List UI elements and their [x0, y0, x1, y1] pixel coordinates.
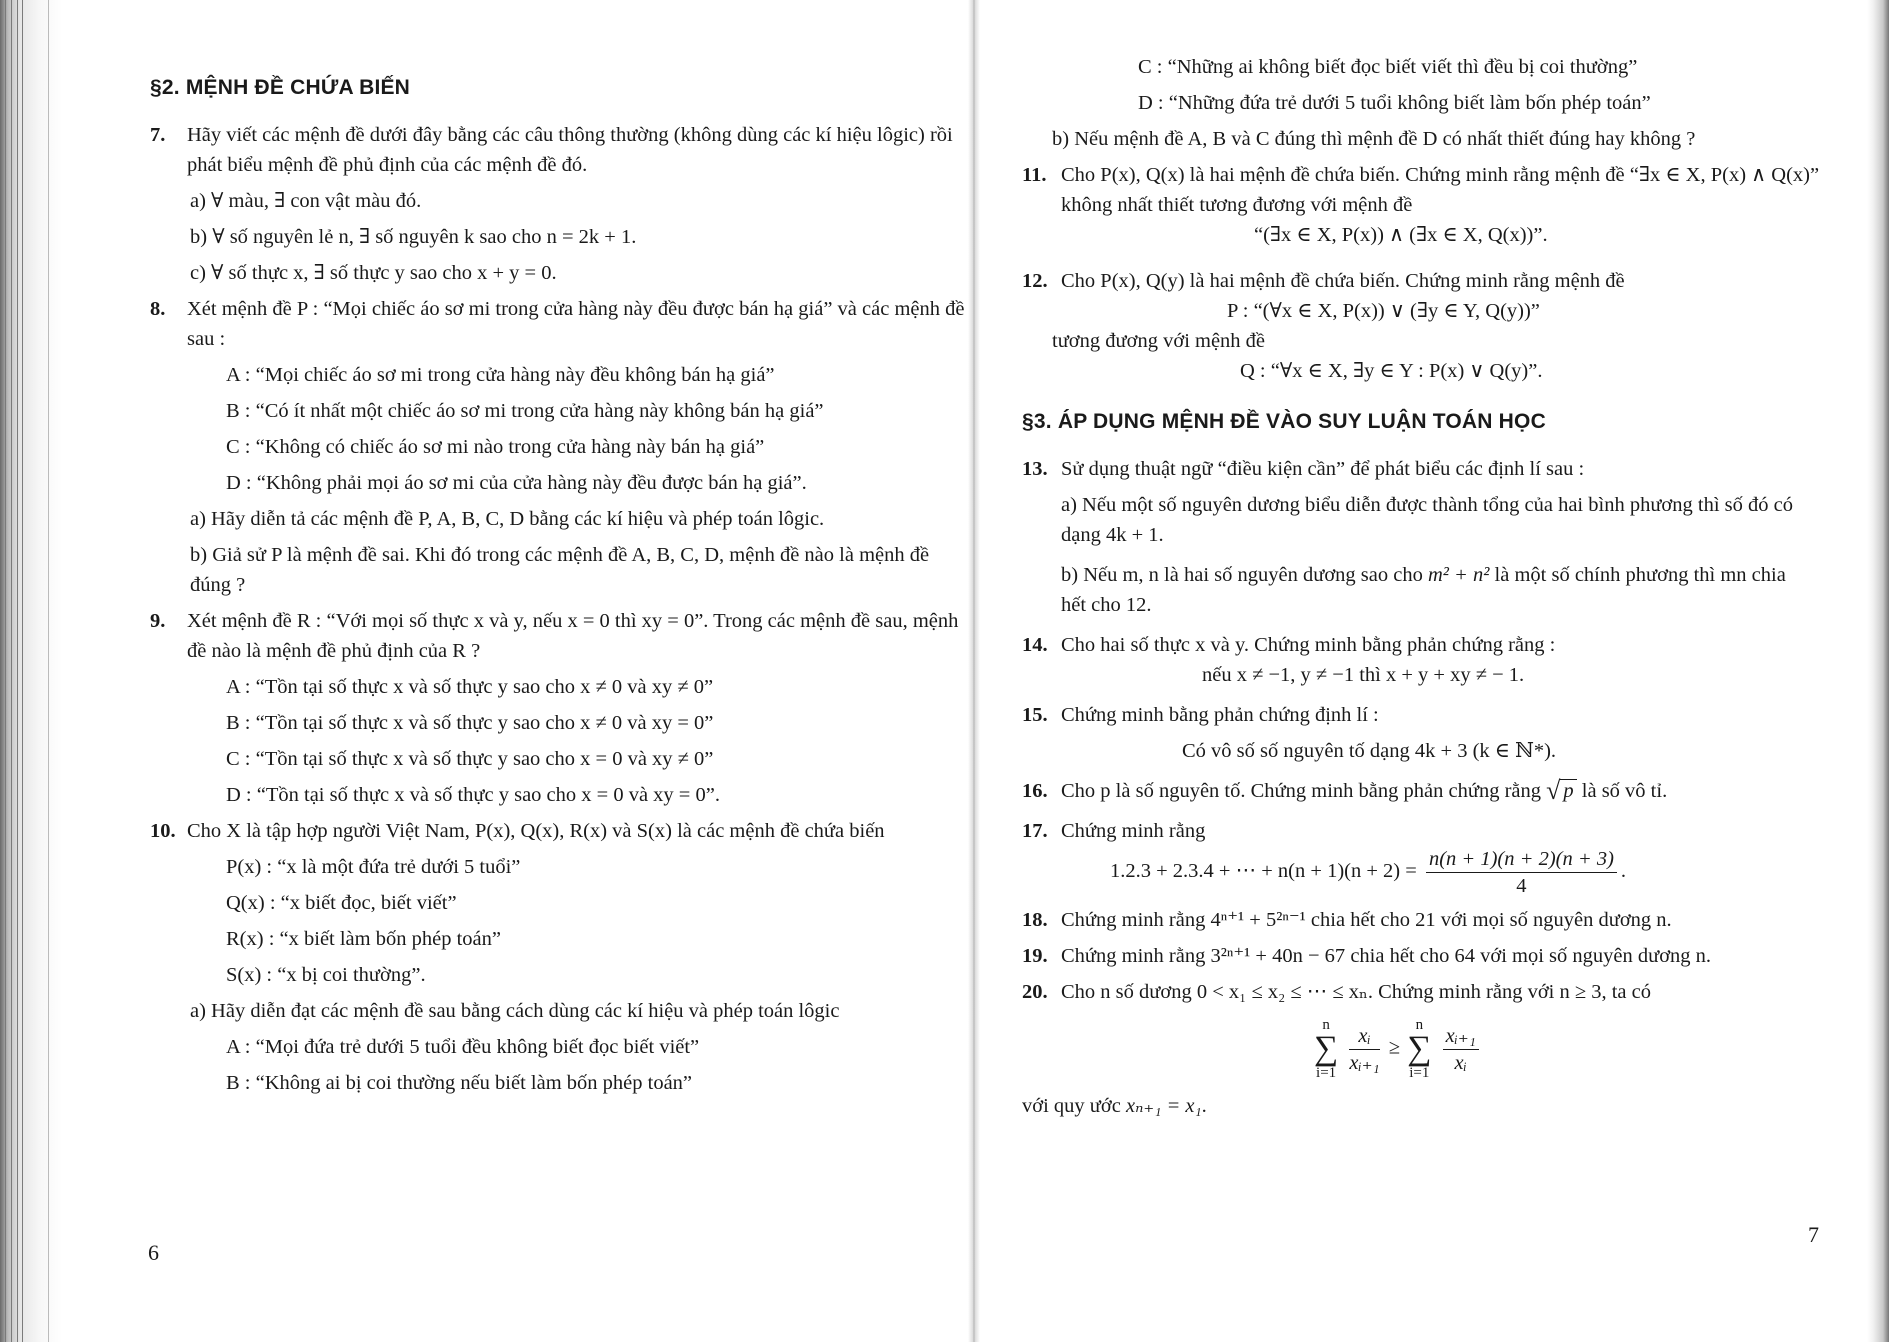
exercise-number: 15. [1022, 704, 1048, 726]
radicand: p [1560, 779, 1576, 802]
exercise-20-convention [1022, 1091, 1889, 1121]
exercise-10a: a) Hãy diễn đạt các mệnh đề sau bằng cách dùng các kí hiệu và phép toán lôgic [190, 1000, 840, 1022]
sigma-icon: ∑ [1407, 1030, 1432, 1067]
exercise-text: Cho P(x), Q(x) là hai mệnh đề chứa biến. Chứng minh rằng mệnh đề “∃x ∈ X, P(x) ∧ Q(x)” không nhất thiết tương đương với mệnh đề [1061, 164, 1820, 216]
exercise-8a: a) Hãy diễn tả các mệnh đề P, A, B, C, D bằng các kí hiệu và phép toán lôgic. [190, 508, 825, 530]
section-title-3: §3. ÁP DỤNG MỆNH ĐỀ VÀO SUY LUẬN TOÁN HỌC [1022, 410, 1546, 433]
exercise-18-pre: Chứng minh rằng [1061, 909, 1206, 931]
fraction [1426, 846, 1617, 899]
exercise-8 [150, 294, 977, 354]
exercise-12-P: P : “(∀x ∈ X, P(x)) ∨ (∃y ∈ Y, Q(y))” [1227, 300, 1540, 322]
sigma-icon: ∑ [1314, 1030, 1339, 1067]
fraction-right [1443, 1023, 1479, 1076]
exercise-19 [1022, 941, 1841, 971]
exercise-14 [1022, 630, 1821, 660]
geq-symbol: ≥ [1388, 1036, 1401, 1059]
exercise-12-Q: Q : “∀x ∈ X, ∃y ∈ Y : P(x) ∨ Q(y)”. [1240, 360, 1543, 382]
exercise-18 [1022, 905, 1841, 935]
exercise-text: Sử dụng thuật ngữ “điều kiện cần” để phát biểu các định lí sau : [1061, 458, 1585, 480]
exercise-17 [1022, 816, 1821, 846]
exercise-number: 16. [1022, 780, 1048, 802]
formula-end: . [1620, 860, 1627, 883]
exercise-15-formula: Có vô số số nguyên tố dạng 4k + 3 (k ∈ ℕ*). [1182, 740, 1557, 762]
convention-pre: với quy ước [1022, 1095, 1121, 1117]
exercise-11 [1022, 160, 1821, 220]
exercise-10 [150, 816, 977, 846]
summation-left [1314, 1017, 1338, 1081]
exercise-19-expr: 3²ⁿ⁺¹ + 40n − 67 [1210, 945, 1346, 967]
exercise-10-Q: Q(x) : “x biết đọc, biết viết” [226, 892, 457, 914]
exercise-7a: a) ∀ màu, ∃ con vật màu đó. [190, 190, 422, 212]
exercise-10-P: P(x) : “x là một đứa trẻ dưới 5 tuổi” [226, 856, 521, 878]
exercise-13a: a) Nếu một số nguyên dương biểu diễn được thành tổng của hai bình phương thì số đó có dạng 4k + 1. [1061, 494, 1793, 546]
page-number-right: 7 [1808, 1222, 1819, 1247]
fraction-denominator: xᵢ [1454, 1051, 1467, 1074]
exercise-14-formula: nếu x ≠ −1, y ≠ −1 thì x + y + xy ≠ − 1. [1202, 664, 1525, 686]
exercise-text: Xét mệnh đề P : “Mọi chiếc áo sơ mi trong cửa hàng này đều được bán hạ giá” và các mệnh đề sau : [187, 298, 965, 350]
exercise-number: 9. [150, 610, 166, 632]
fraction-denominator: xᵢ₊₁ [1349, 1051, 1380, 1074]
section-title-2: §2. MỆNH ĐỀ CHỨA BIẾN [150, 76, 411, 99]
exercise-10-S: S(x) : “x bị coi thường”. [226, 964, 426, 986]
fraction-denominator: 4 [1516, 875, 1527, 897]
exercise-10-C: C : “Những ai không biết đọc biết viết thì đều bị coi thường” [1138, 56, 1638, 78]
exercise-16-pre: Cho p là số nguyên tố. Chứng minh bằng phản chứng rằng [1061, 780, 1541, 802]
fraction-numerator: n(n + 1)(n + 2)(n + 3) [1426, 846, 1617, 873]
sum-lower: i=1 [1316, 1065, 1337, 1081]
right-page [975, 0, 1889, 1342]
exercise-text: Cho P(x), Q(y) là hai mệnh đề chứa biến. Chứng minh rằng mệnh đề [1061, 270, 1625, 292]
exercise-8-C: C : “Không có chiếc áo sơ mi nào trong cửa hàng này bán hạ giá” [226, 436, 765, 458]
page-number-left: 6 [148, 1240, 159, 1265]
exercise-20-inequality [1022, 1017, 1889, 1081]
fraction-numerator: xᵢ [1349, 1023, 1379, 1050]
exercise-7 [150, 120, 977, 180]
exercise-9-D: D : “Tồn tại số thực x và số thực y sao cho x = 0 và xy = 0”. [226, 784, 720, 806]
fraction-numerator: xᵢ₊₁ [1443, 1023, 1479, 1050]
summation-right [1407, 1017, 1431, 1081]
exercise-text: Cho hai số thực x và y. Chứng minh bằng phản chứng rằng : [1061, 634, 1556, 656]
exercise-number: 11. [1022, 164, 1047, 186]
exercise-13b-post: là một số chính phương thì mn chia hết cho 12. [1061, 564, 1786, 616]
sum-lower: i=1 [1409, 1065, 1430, 1081]
exercise-10-D: D : “Những đứa trẻ dưới 5 tuổi không biết làm bốn phép toán” [1138, 92, 1651, 114]
exercise-10b: b) Nếu mệnh đề A, B và C đúng thì mệnh đề D có nhất thiết đúng hay không ? [1052, 128, 1696, 150]
exercise-text: Chứng minh bằng phản chứng định lí : [1061, 704, 1379, 726]
exercise-8-D: D : “Không phải mọi áo sơ mi của cửa hàng này đều được bán hạ giá”. [226, 472, 807, 494]
radical-icon: √ [1546, 776, 1561, 805]
exercise-20-pre: Cho n số dương [1061, 981, 1192, 1003]
exercise-number: 8. [150, 298, 166, 320]
convention-expr: xₙ₊₁ = x₁ [1125, 1095, 1202, 1117]
exercise-19-post: chia hết cho 64 với mọi số nguyên dương n. [1350, 945, 1712, 967]
exercise-13b-pre: b) Nếu m, n là hai số nguyên dương sao cho [1061, 564, 1423, 586]
exercise-13 [1022, 454, 1821, 484]
exercise-13b-expr: m² + n² [1427, 564, 1490, 586]
exercise-10-A: A : “Mọi đứa trẻ dưới 5 tuổi đều không biết đọc biết viết” [226, 1036, 700, 1058]
exercise-18-expr: 4ⁿ⁺¹ + 5²ⁿ⁻¹ [1210, 909, 1306, 931]
formula-lhs: 1.2.3 + 2.3.4 + ⋯ + n(n + 1)(n + 2) = [1110, 860, 1417, 883]
exercise-9-A: A : “Tồn tại số thực x và số thực y sao cho x ≠ 0 và xy ≠ 0” [226, 676, 714, 698]
exercise-number: 20. [1022, 981, 1048, 1003]
exercise-12 [1022, 266, 1821, 296]
exercise-number: 18. [1022, 909, 1048, 931]
exercise-20-expr: 0 < x₁ ≤ x₂ ≤ ⋯ ≤ xₙ [1196, 981, 1368, 1003]
exercise-number: 10. [150, 820, 176, 842]
exercise-8-A: A : “Mọi chiếc áo sơ mi trong cửa hàng này đều không bán hạ giá” [226, 364, 775, 386]
exercise-number: 12. [1022, 270, 1048, 292]
exercise-18-post: chia hết cho 21 với mọi số nguyên dương n. [1310, 909, 1672, 931]
fraction-left [1349, 1023, 1379, 1076]
exercise-text: Cho X là tập hợp người Việt Nam, P(x), Q(x), R(x) và S(x) là các mệnh đề chứa biến [187, 820, 885, 842]
exercise-12-mid: tương đương với mệnh đề [1052, 330, 1266, 352]
exercise-9-B: B : “Tồn tại số thực x và số thực y sao cho x ≠ 0 và xy = 0” [226, 712, 714, 734]
exercise-16 [1022, 776, 1841, 806]
exercise-11-formula: “(∃x ∈ X, P(x)) ∧ (∃x ∈ X, Q(x))”. [1254, 224, 1548, 246]
exercise-number: 19. [1022, 945, 1048, 967]
exercise-13b [1022, 560, 1801, 620]
exercise-text: Xét mệnh đề R : “Với mọi số thực x và y, nếu x = 0 thì xy = 0”. Trong các mệnh đề sau, mệnh đề nào là mệnh đề phủ định của R ? [187, 610, 959, 662]
exercise-15 [1022, 700, 1821, 730]
exercise-9-C: C : “Tồn tại số thực x và số thực y sao cho x = 0 và xy ≠ 0” [226, 748, 714, 770]
convention-end: . [1201, 1095, 1207, 1117]
sum-upper: n [1415, 1017, 1424, 1033]
exercise-7c: c) ∀ số thực x, ∃ số thực y sao cho x + y = 0. [190, 262, 557, 284]
exercise-text: Hãy viết các mệnh đề dưới đây bằng các câu thông thường (không dùng các kí hiệu lôgic) rồi phát biểu mệnh đề phủ định của các mệnh đề đó. [187, 124, 953, 176]
exercise-number: 13. [1022, 458, 1048, 480]
exercise-16-post: là số vô tỉ. [1581, 780, 1668, 802]
sum-upper: n [1322, 1017, 1330, 1033]
exercise-9 [150, 606, 977, 666]
exercise-19-pre: Chứng minh rằng [1061, 945, 1206, 967]
exercise-number: 7. [150, 124, 166, 146]
exercise-10-R: R(x) : “x biết làm bốn phép toán” [226, 928, 501, 950]
exercise-text: Chứng minh rằng [1061, 820, 1206, 842]
exercise-number: 14. [1022, 634, 1048, 656]
exercise-8b: b) Giả sử P là mệnh đề sai. Khi đó trong các mệnh đề A, B, C, D, mệnh đề nào là mệnh đề đúng ? [190, 544, 930, 596]
exercise-number: 17. [1022, 820, 1048, 842]
exercise-8-B: B : “Có ít nhất một chiếc áo sơ mi trong cửa hàng này không bán hạ giá” [226, 400, 824, 422]
exercise-20 [1022, 977, 1841, 1007]
exercise-7b: b) ∀ số nguyên lẻ n, ∃ số nguyên k sao cho n = 2k + 1. [190, 226, 637, 248]
exercise-20-post: . Chứng minh rằng với n ≥ 3, ta có [1367, 981, 1651, 1003]
exercise-10-B: B : “Không ai bị coi thường nếu biết làm bốn phép toán” [226, 1072, 693, 1094]
exercise-17-formula [1022, 846, 1889, 899]
sqrt-expression [1546, 776, 1577, 806]
